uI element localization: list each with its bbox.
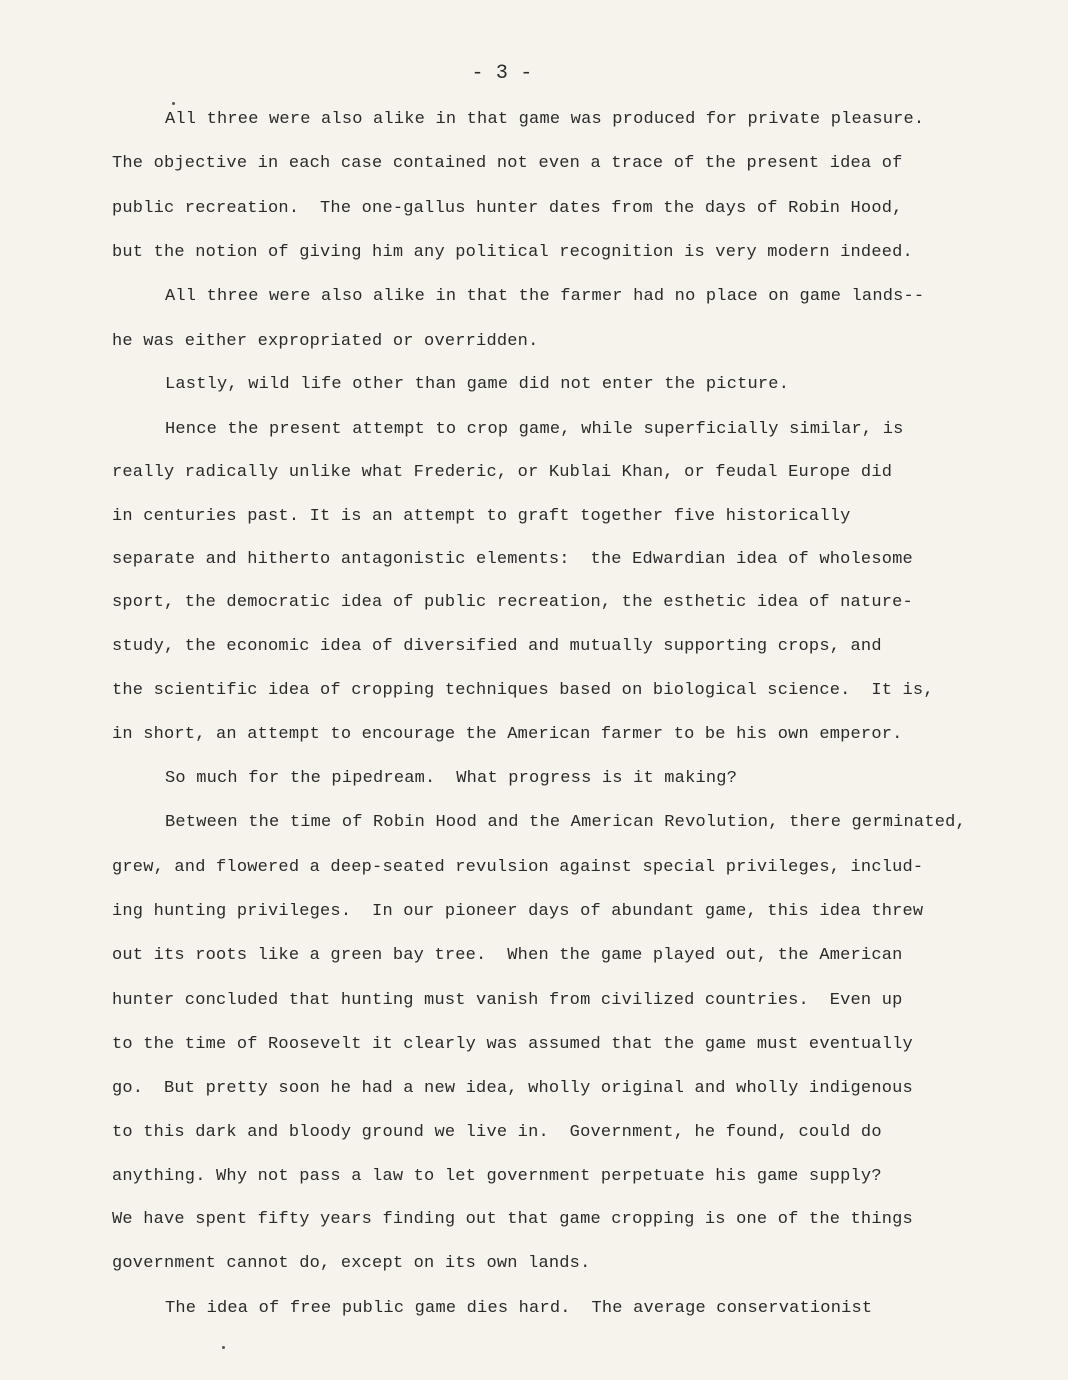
- text-line: government cannot do, except on its own lands.: [112, 1254, 591, 1273]
- text-line: Between the time of Robin Hood and the American Revolution, there germinated,: [165, 813, 966, 832]
- text-line: he was either expropriated or overridden.: [112, 332, 539, 351]
- page-number: - 3 -: [471, 62, 533, 85]
- text-line: hunter concluded that hunting must vanish from civilized countries. Even up: [112, 991, 903, 1010]
- text-line: public recreation. The one-gallus hunter dates from the days of Robin Hood,: [112, 199, 903, 218]
- text-line: go. But pretty soon he had a new idea, wholly original and wholly indigenous: [112, 1079, 913, 1098]
- text-line: the scientific idea of cropping techniques based on biological science. It is,: [112, 681, 934, 700]
- text-line: anything. Why not pass a law to let government perpetuate his game supply?: [112, 1167, 882, 1186]
- text-line: in short, an attempt to encourage the American farmer to be his own emperor.: [112, 725, 903, 744]
- text-line: The idea of free public game dies hard. The average conservationist: [165, 1299, 873, 1318]
- text-line: Hence the present attempt to crop game, while superficially similar, is: [165, 420, 904, 439]
- text-line: sport, the democratic idea of public recreation, the esthetic idea of nature-: [112, 593, 913, 612]
- text-line: to this dark and bloody ground we live in. Government, he found, could do: [112, 1123, 882, 1142]
- text-line: to the time of Roosevelt it clearly was assumed that the game must eventually: [112, 1035, 913, 1054]
- text-line: separate and hitherto antagonistic elements: the Edwardian idea of wholesome: [112, 550, 913, 569]
- text-line: in centuries past. It is an attempt to graft together five historically: [112, 507, 851, 526]
- text-line: ing hunting privileges. In our pioneer days of abundant game, this idea threw: [112, 902, 924, 921]
- text-line: really radically unlike what Frederic, or Kublai Khan, or feudal Europe did: [112, 463, 893, 482]
- text-line: So much for the pipedream. What progress is it making?: [165, 769, 738, 788]
- text-line: All three were also alike in that game was produced for private pleasure.: [165, 110, 925, 129]
- text-line: out its roots like a green bay tree. When the game played out, the American: [112, 946, 903, 965]
- text-line: study, the economic idea of diversified and mutually supporting crops, and: [112, 637, 882, 656]
- text-line: but the notion of giving him any political recognition is very modern indeed.: [112, 243, 913, 262]
- ink-speck: [172, 102, 175, 105]
- text-line: The objective in each case contained not even a trace of the present idea of: [112, 154, 903, 173]
- text-line: Lastly, wild life other than game did not enter the picture.: [165, 375, 790, 394]
- ink-speck: [222, 1346, 225, 1349]
- text-line: grew, and flowered a deep-seated revulsion against special privileges, includ-: [112, 858, 924, 877]
- text-line: All three were also alike in that the farmer had no place on game lands--: [165, 287, 925, 306]
- text-line: We have spent fifty years finding out that game cropping is one of the things: [112, 1210, 913, 1229]
